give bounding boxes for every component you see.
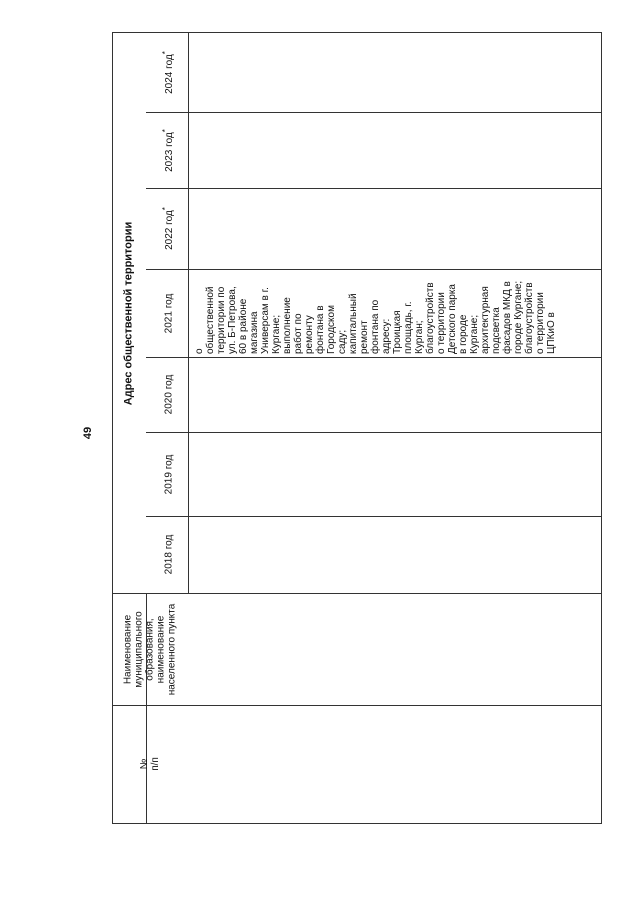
page-number: 49 — [82, 426, 94, 440]
year-divider-2019-2020 — [146, 432, 602, 433]
cell-2021-address: о общественной территории по ул. Б-Петрова, 60 в районе магазина Универсам в г. Кургане; выполнение работ по ремонту фонтана в Городском саду; капитальный ремонт фонтана по адресу: Троицкая площадь, г. Курган; благоустройств о территории Детского парка в городе Кургане; архитектурная подсветка фасадов МКД в городе Кургане; благоустройств о территории ЦПКиО в — [194, 280, 557, 354]
header-divider-upper — [188, 32, 189, 593]
header-year-2020: 2020 год — [163, 374, 175, 415]
header-num: № п/п — [138, 757, 161, 771]
year-divider-2020-2021 — [146, 357, 602, 358]
year-divider-2018-2019 — [146, 516, 602, 517]
header-address-group: Адрес общественной территории — [122, 221, 135, 406]
header-municipality: Наименование муниципального образования, наименование населенного пункта — [122, 603, 178, 695]
header-year-2024: 2024 год* — [160, 50, 175, 94]
year-divider-2023-2024 — [146, 112, 602, 113]
header-year-2022: 2022 год* — [160, 207, 175, 250]
header-year-2021: 2021 год — [163, 293, 175, 333]
table-border-bottom — [112, 823, 602, 824]
header-year-2018: 2018 год — [163, 534, 175, 575]
year-divider-2022-2023 — [146, 188, 602, 189]
header-year-2023: 2023 год* — [160, 128, 175, 172]
year-divider-2021-2022 — [146, 269, 602, 270]
header-year-2019: 2019 год — [163, 454, 175, 494]
public-territories-table — [112, 32, 602, 824]
